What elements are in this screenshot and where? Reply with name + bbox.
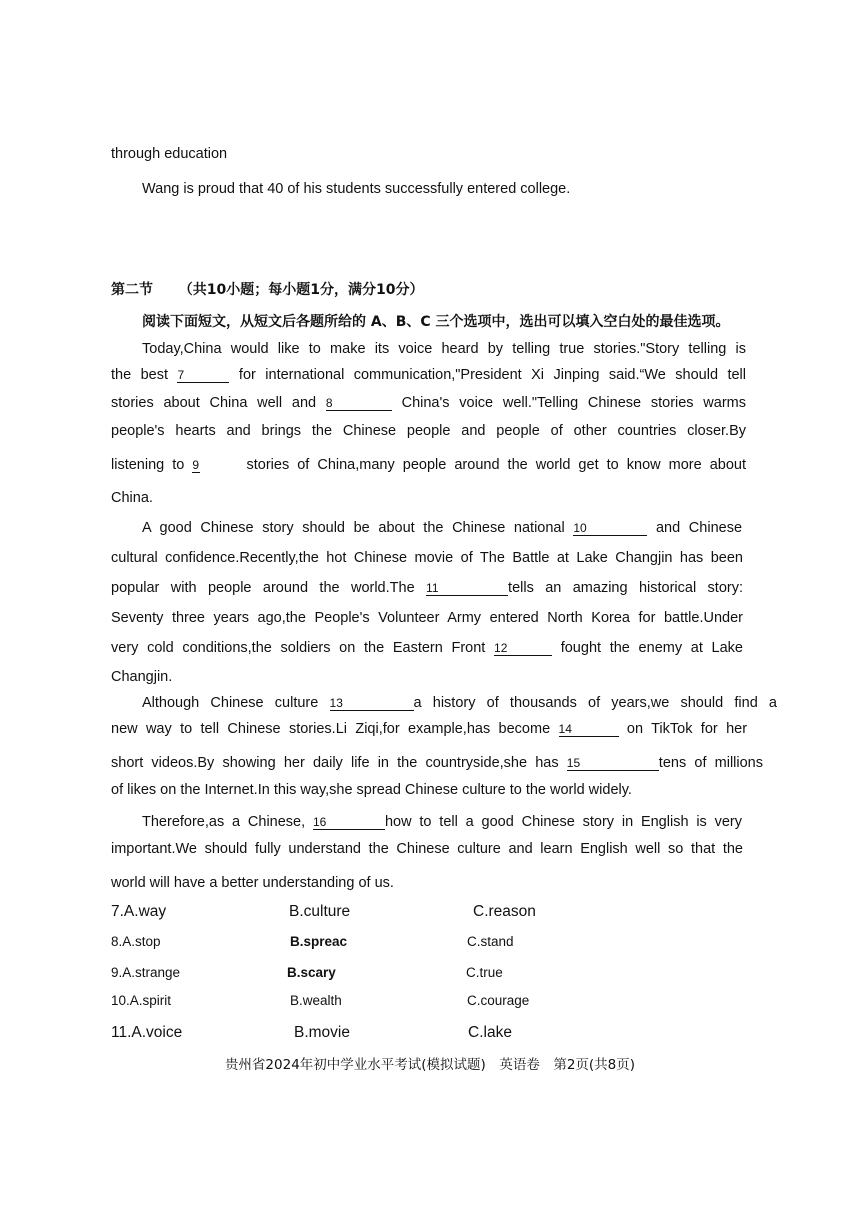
text-segment: stories about China well and xyxy=(111,395,317,411)
blank-13: 13 xyxy=(330,696,414,711)
p2-line-3 xyxy=(111,580,743,596)
p1-line-2 xyxy=(111,367,746,383)
option-8b: B.spreac xyxy=(290,934,348,949)
option-10c: C.courage xyxy=(467,993,530,1008)
option-11b: B.movie xyxy=(294,1024,350,1041)
option-9a: 9.A.strange xyxy=(111,965,181,980)
p3-line-3 xyxy=(111,755,763,771)
text-segment: fought the enemy at Lake xyxy=(560,640,743,656)
text-segment: short videos.By showing her daily life in the countryside,she has xyxy=(111,755,559,771)
p2-line-4: Seventy three years ago,the People's Volunteer Army entered North Korea for battle.Under xyxy=(111,610,743,626)
section-instruction: 阅读下面短文，从短文后各题所给的 A、B、C 三个选项中，选出可以填入空白处的最佳选项。 xyxy=(142,314,730,330)
option-11a: 11.A.voice xyxy=(111,1024,183,1041)
p2-line-5 xyxy=(111,640,743,656)
option-8c: C.stand xyxy=(467,934,514,949)
p4-line-1 xyxy=(142,814,742,830)
text-segment: A good Chinese story should be about the Chinese national xyxy=(142,520,565,536)
text-segment: the best xyxy=(111,367,169,383)
option-9b: B.scary xyxy=(287,965,336,980)
text-segment: a history of thousands of years,we should find a xyxy=(413,695,778,711)
p3-line-1 xyxy=(142,695,777,711)
option-10b: B.wealth xyxy=(290,993,342,1008)
option-9c: C.true xyxy=(466,965,503,980)
option-7b: B.culture xyxy=(289,903,351,920)
p3-line-4: of likes on the Internet.In this way,she spread Chinese culture to the world widely. xyxy=(111,782,632,798)
option-10a: 10.A.spirit xyxy=(111,993,172,1008)
p1-line-1: Today,China would like to make its voice heard by telling true stories."Story telling is xyxy=(142,341,746,357)
p2-line-6: Changjin. xyxy=(111,669,173,685)
blank-14: 14 xyxy=(559,722,619,737)
section-title: 第二节 xyxy=(111,282,153,298)
blank-12: 12 xyxy=(494,641,552,656)
blank-10: 10 xyxy=(573,521,647,536)
text-segment: how to tell a good Chinese story in English is very xyxy=(384,814,743,830)
option-8a: 8.A.stop xyxy=(111,934,161,949)
p1-line-4: people's hearts and brings the Chinese people and people of other countries closer.By xyxy=(111,423,746,439)
text-segment: very cold conditions,the soldiers on the Eastern Front xyxy=(111,640,486,656)
text-segment: and Chinese xyxy=(655,520,743,536)
p4-line-3: world will have a better understanding of us. xyxy=(111,875,394,891)
text-segment: listening to xyxy=(111,457,185,473)
blank-8: 8 xyxy=(326,396,392,411)
intro-line-1: through education xyxy=(111,146,228,162)
blank-15: 15 xyxy=(567,756,659,771)
blank-11: 11 xyxy=(426,581,508,596)
text-segment: stories of China,many people around the world get to know more about xyxy=(246,457,747,473)
text-segment: Although Chinese culture xyxy=(142,695,319,711)
text-segment: for international communication,"President Xi Jinping said.“We should tell xyxy=(238,367,746,383)
text-segment: on TikTok for her xyxy=(626,721,748,737)
p3-line-2 xyxy=(111,721,747,737)
text-segment: tells an amazing historical story: xyxy=(508,580,744,596)
p1-line-5 xyxy=(111,457,746,473)
p1-line-6: China. xyxy=(111,490,153,506)
text-segment: Therefore,as a Chinese, xyxy=(142,814,306,830)
option-7a: 7.A.way xyxy=(111,903,167,920)
section-scoring: （共10小题；每小题1分，满分10分） xyxy=(178,282,424,298)
option-11c: C.lake xyxy=(468,1024,512,1041)
section-header xyxy=(111,279,423,299)
p4-line-2: important.We should fully understand the Chinese culture and learn English well so that the xyxy=(111,841,743,857)
intro-line-2: Wang is proud that 40 of his students successfully entered college. xyxy=(142,181,571,197)
blank-7: 7 xyxy=(177,368,229,383)
text-segment: popular with people around the world.The xyxy=(111,580,415,596)
option-7c: C.reason xyxy=(473,903,536,920)
page-footer: 贵州省2024年初中学业水平考试(模拟试题) 英语卷 第2页(共8页) xyxy=(224,1057,636,1073)
p2-line-2: cultural confidence.Recently,the hot Chinese movie of The Battle at Lake Changjin has been xyxy=(111,550,743,566)
text-segment: new way to tell Chinese stories.Li Ziqi,for example,has become xyxy=(111,721,551,737)
blank-9: 9 xyxy=(192,458,200,472)
text-segment: tens of millions xyxy=(658,755,763,771)
p1-line-3 xyxy=(111,395,746,411)
blank-16: 16 xyxy=(313,815,385,830)
text-segment: China's voice well."Telling Chinese stories warms xyxy=(401,395,747,411)
p2-line-1 xyxy=(142,520,742,536)
